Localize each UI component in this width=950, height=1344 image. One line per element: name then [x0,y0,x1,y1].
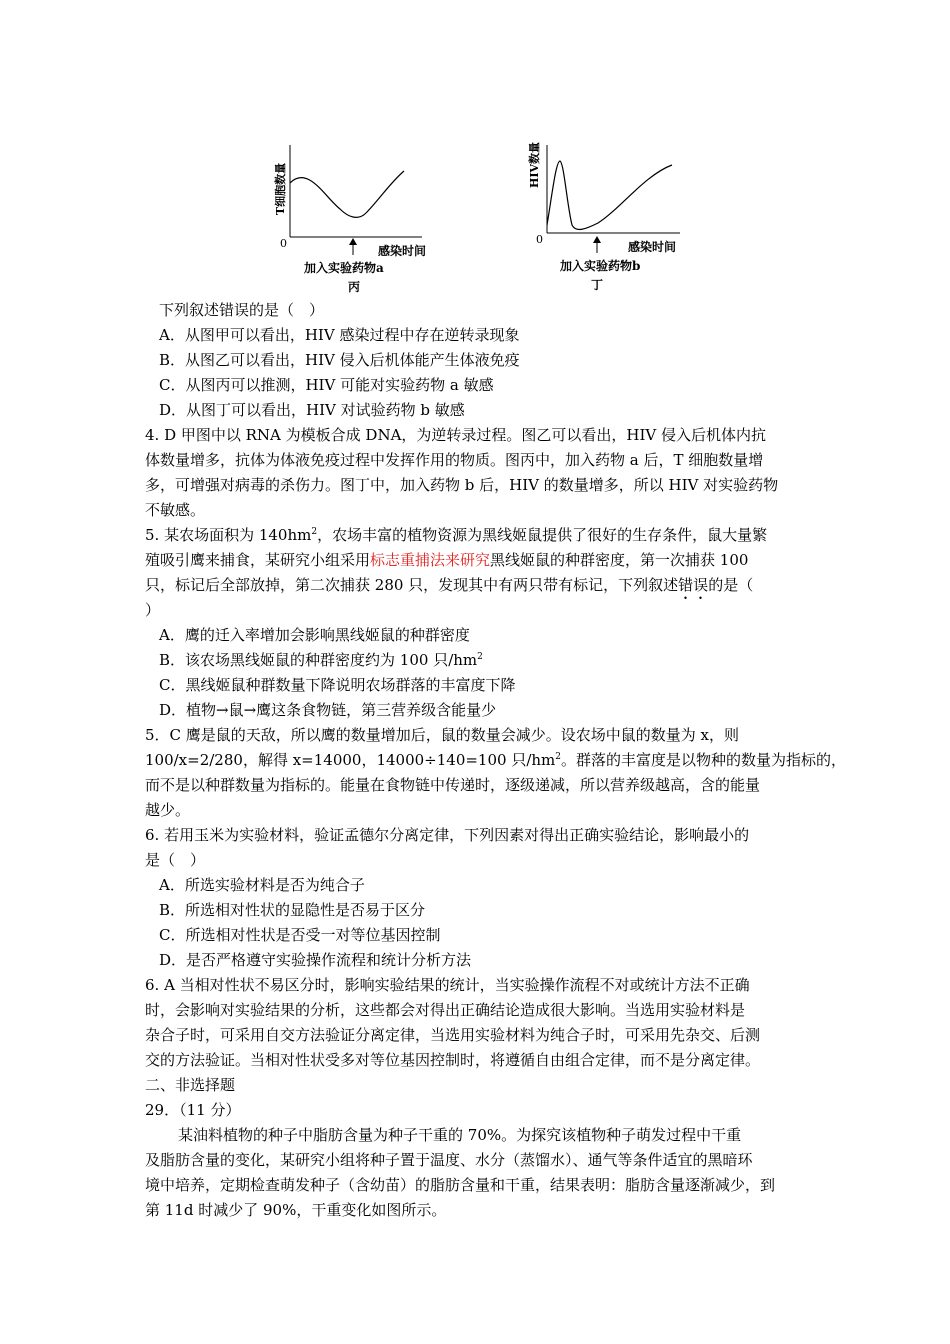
figure-c-drug-label: 加入实验药物a [304,261,384,275]
q6-stem-line: 是（ ） [145,851,206,869]
q5-answer-line: 5．C 鹰是鼠的天敌，所以鹰的数量增加后，鼠的数量会减少。设农场中鼠的数量为 x，则 [145,726,740,744]
q4-answer-line: 不敏感。 [145,501,206,519]
q6-option-c: C．所选相对性状是否受一对等位基因控制 [159,926,441,944]
q29-text-line: 第 11d 时减少了 90%，干重变化如图所示。 [145,1201,447,1219]
figure-d-ylabel: HIV数量 [528,141,541,189]
q29-text-line: 及脂肪含量的变化，某研究小组将种子置于温度、水分（蒸馏水）、通气等条件适宜的黑暗环 [145,1151,753,1169]
q29-header: 29．（11 分） [145,1101,241,1119]
q6-option-d: D．是否严格遵守实验操作流程和统计分析方法 [159,951,472,969]
q4-answer-line: 多，可增强对病毒的杀伤力。图丁中，加入药物 b 后，HIV 的数量增多，所以 HIV 对实验药物 [145,476,779,494]
q5-text: 。群落的丰富度是以物种的数量为指标的， [561,751,847,769]
q6-answer-line: 交的方法验证。当相对性状受多对等位基因控制时，将遵循自由组合定律，而不是分离定律。 [145,1051,761,1069]
q5-option-a: A．鹰的迁入率增加会影响黑线姬鼠的种群密度 [159,626,470,644]
figure-d-arrow-head [593,236,601,243]
q4-option-a: A．从图甲可以看出，HIV 感染过程中存在逆转录现象 [159,326,520,344]
q4-option-c: C．从图丙可以推测，HIV 可能对实验药物 a 敏感 [159,376,494,394]
q5-text: 5. 某农场面积为 140hm [145,526,312,544]
figure-c-ylabel: T细胞数量 [274,162,287,216]
figure-c-xlabel: 感染时间 [378,244,427,258]
q6-answer-line: 6. A 当相对性状不易区分时，影响实验结果的统计，当实验操作流程不对或统计方法不正确 [145,976,750,994]
q4-answer-line: 4. D 甲图中以 RNA 为模板合成 DNA，为逆转录过程。图乙可以看出，HIV 侵入后机体内抗 [145,426,767,444]
q5-highlight-red: 标志重捕法来研究 [370,551,491,569]
q5-text: 的是（ [708,576,754,594]
q5-superscript: 2 [311,527,318,537]
q4-option-b: B．从图乙可以看出，HIV 侵入后机体能产生体液免疫 [159,351,520,369]
q29-text-line: 境中培养，定期检查萌发种子（含幼苗）的脂肪含量和干重，结果表明：脂肪含量逐渐减少，到 [145,1176,776,1194]
q5-text: ，农场丰富的植物资源为黑线姬鼠提供了很好的生存条件，鼠大量繁 [317,526,768,544]
section-heading: 二、非选择题 [145,1076,236,1094]
q5-option-b [159,648,824,673]
figure-c-arrow-head [349,238,357,245]
q5-answer-line [145,748,847,773]
q5-answer-line: 而不是以种群数量为指标的。能量在食物链中传递时，逐级递减，所以营养级越高，含的能量 [145,776,761,794]
figure-d-xlabel: 感染时间 [628,240,677,254]
q29-text-line: 某油料植物的种子中脂肪含量为种子干重的 70%。为探究该植物种子萌发过程中干重 [178,1126,742,1144]
figure-d-hiv-graph [520,125,700,297]
q6-option-a: A．所选实验材料是否为纯合子 [159,876,365,894]
q6-answer-line: 时，会影响对实验结果的分析，这些都会对得出正确结论造成很大影响。当选用实验材料是 [145,1001,746,1019]
figure-c-curve [290,171,404,217]
figure-c-origin: 0 [280,237,287,250]
q5-superscript: 2 [555,752,562,762]
q6-stem-line: 6. 若用玉米为实验材料，验证孟德尔分离定律，下列因素对得出正确实验结论，影响最小的 [145,826,750,844]
q5-stem-line [145,523,810,548]
q5-answer-line: 越少。 [145,801,191,819]
figure-c-caption: 丙 [347,280,361,294]
q5-text: 黑线姬鼠的种群密度，第一次捕获 100 [490,551,749,569]
figure-c-tcell-graph [270,125,450,297]
figure-d-drug-label: 加入实验药物b [560,259,641,273]
q5-emphasis-dots: 错误 [678,576,709,594]
q5-option-c: C．黑线姬鼠种群数量下降说明农场群落的丰富度下降 [159,676,516,694]
q4-stem: 下列叙述错误的是（ ） [159,301,325,319]
q5-text: 只，标记后全部放掉，第二次捕获 280 只，发现其中有两只带有标记，下列叙述 [145,576,679,594]
q4-option-d: D．从图丁可以看出，HIV 对试验药物 b 敏感 [159,401,465,419]
q5-stem-line [145,548,810,573]
q6-answer-line: 杂合子时，可采用自交方法验证分离定律，当选用实验材料为纯合子时，可采用先杂交、后测 [145,1026,761,1044]
q4-answer-line: 体数量增多，抗体为体液免疫过程中发挥作用的物质。图丙中，加入药物 a 后，T 细胞数量增 [145,451,764,469]
figure-d-origin: 0 [536,233,543,246]
figure-d-curve [547,161,672,229]
q6-option-b: B．所选相对性状的显隐性是否易于区分 [159,901,426,919]
q5-text: 100/x=2/280，解得 x=14000，14000÷140=100 只/hm [145,751,556,769]
q5-text: 殖吸引鹰来捕食，某研究小组采用 [145,551,371,569]
q5-option-d: D．植物→鼠→鹰这条食物链，第三营养级含能量少 [159,701,497,719]
q5-text: B．该农场黑线姬鼠的种群密度约为 100 只/hm [159,651,478,669]
q5-stem-line: ） [145,601,161,619]
q5-superscript: 2 [477,652,483,662]
figure-d-caption: 丁 [590,278,604,292]
